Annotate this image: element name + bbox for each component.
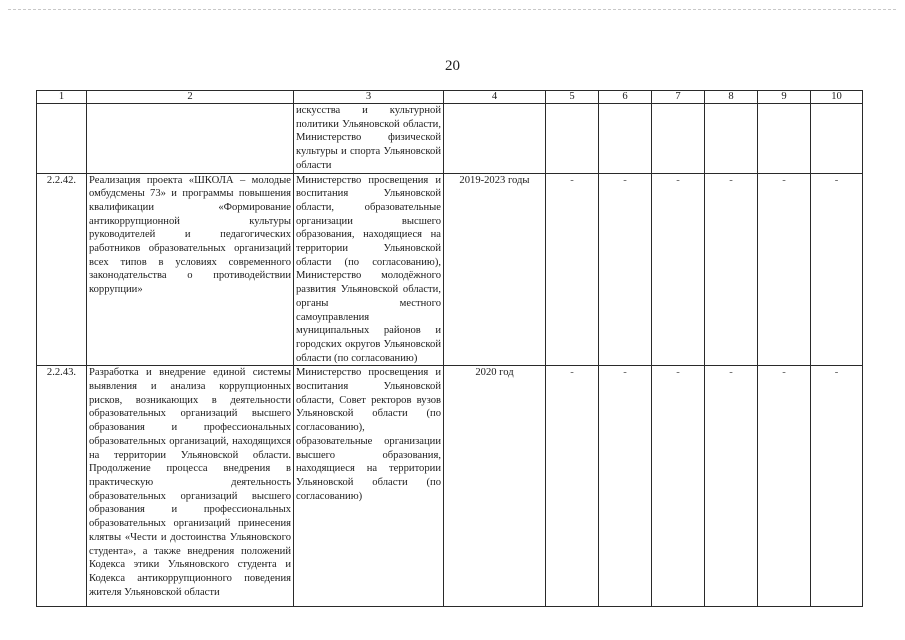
column-header: 5 — [546, 91, 599, 104]
column-header: 3 — [294, 91, 444, 104]
measure-description: Реализация проекта «ШКОЛА – молодые омбудсмены 73» и программы повышения квалификации «Формирование антикоррупционной культуры руководителей и педагогических работников образовательных организаций всех типов в условиях современного законодательства о противодействии коррупции» — [87, 173, 294, 366]
table-header-row — [37, 91, 863, 104]
table-row — [37, 366, 863, 607]
table-row — [37, 173, 863, 366]
value-cell: - — [705, 366, 758, 607]
executor-cell: искусства и культурной политики Ульяновской области, Министерство физической культуры и спорта Ульяновской области — [294, 104, 444, 174]
page-number: 20 — [445, 58, 460, 74]
value-cell — [652, 104, 705, 174]
measure-description: Разработка и внедрение единой системы выявления и анализа коррупционных рисков, возникающих в деятельности образовательных организаций высшего образования и профессиональных образовательных организаций, находящихся на территории Ульяновской области. Продолжение процесса внедрения в практическую деятельность образовательных организаций высшего образования и профессиональных образовательных организаций принесения клятвы «Чести и достоинства Ульяновского студента», а также внедрения положений Кодекса этики Ульяновского студента и Кодекса антикоррупционного поведения жителя Ульяновской области — [87, 366, 294, 607]
value-cell: - — [758, 173, 811, 366]
value-cell: - — [811, 366, 863, 607]
value-cell: - — [811, 173, 863, 366]
value-cell: - — [599, 366, 652, 607]
value-cell — [705, 104, 758, 174]
term-cell: 2019-2023 годы — [444, 173, 546, 366]
value-cell: - — [705, 173, 758, 366]
value-cell — [599, 104, 652, 174]
measure-description — [87, 104, 294, 174]
value-cell: - — [546, 366, 599, 607]
value-cell — [758, 104, 811, 174]
column-header: 6 — [599, 91, 652, 104]
value-cell — [811, 104, 863, 174]
column-header: 8 — [705, 91, 758, 104]
table-row — [37, 104, 863, 174]
executor-cell: Министерство просвещения и воспитания Ульяновской области, образовательные организации высшего образования, находящиеся на территории Ульяновской области (по согласованию), Министерство молодёжного развития Ульяновской области, органы местного самоуправления муниципальных районов и городских округов Ульяновской области (по согласованию) — [294, 173, 444, 366]
value-cell: - — [652, 366, 705, 607]
term-cell: 2020 год — [444, 366, 546, 607]
column-header: 4 — [444, 91, 546, 104]
item-number — [37, 104, 87, 174]
column-header: 7 — [652, 91, 705, 104]
item-number: 2.2.43. — [37, 366, 87, 607]
scan-top-border — [8, 9, 896, 10]
column-header: 9 — [758, 91, 811, 104]
value-cell: - — [758, 366, 811, 607]
value-cell — [546, 104, 599, 174]
item-number: 2.2.42. — [37, 173, 87, 366]
column-header: 1 — [37, 91, 87, 104]
value-cell: - — [546, 173, 599, 366]
measures-table — [36, 90, 863, 607]
term-cell — [444, 104, 546, 174]
value-cell: - — [599, 173, 652, 366]
value-cell: - — [652, 173, 705, 366]
column-header: 2 — [87, 91, 294, 104]
executor-cell: Министерство просвещения и воспитания Ульяновской области, Совет ректоров вузов Ульяновской области (по согласованию), образовательные организации высшего образования, находящиеся на территории Ульяновской области (по согласованию) — [294, 366, 444, 607]
column-header: 10 — [811, 91, 863, 104]
